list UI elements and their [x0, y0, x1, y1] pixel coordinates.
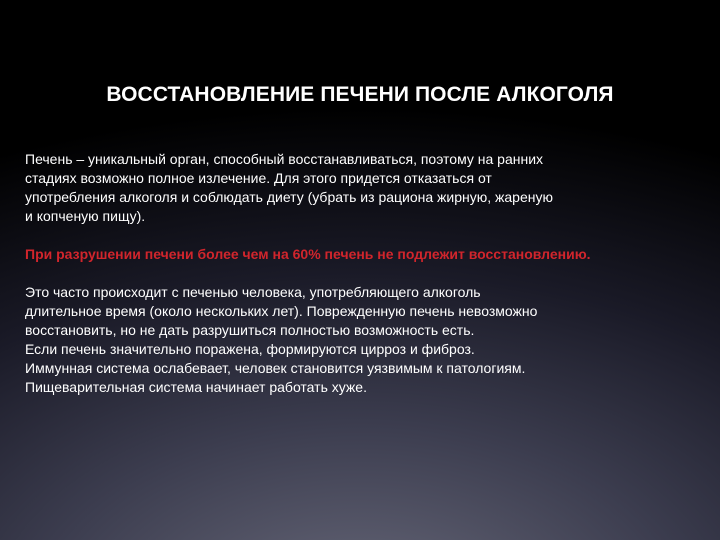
slide-body — [25, 150, 695, 397]
intro-line: Печень – уникальный орган, способный восстанавливаться, поэтому на ранних — [25, 151, 544, 167]
details-line: восстановить, но не дать разрушиться полностью возможность есть. — [25, 322, 475, 338]
intro-line: и копченую пищу). — [25, 208, 146, 224]
slide-title: ВОССТАНОВЛЕНИЕ ПЕЧЕНИ ПОСЛЕ АЛКОГОЛЯ — [106, 83, 614, 106]
details-line: Если печень значительно поражена, формируются цирроз и фиброз. — [25, 341, 475, 357]
details-line: Пищеварительная система начинает работать хуже. — [25, 379, 367, 395]
details-line: Это часто происходит с печенью человека, употребляющего алкоголь — [25, 284, 481, 300]
intro-line: стадиях возможно полное излечение. Для этого придется отказаться от — [25, 170, 492, 186]
paragraph-spacer — [25, 226, 695, 245]
details-line: длительное время (около нескольких лет). Поврежденную печень невозможно — [25, 303, 538, 319]
intro-line: употребления алкоголя и соблюдать диету (убрать из рациона жирную, жареную — [25, 189, 553, 205]
warning-text: При разрушении печени более чем на 60% печень не подлежит восстановлению. — [25, 246, 591, 262]
details-line: Иммунная система ослабевает, человек становится уязвимым к патологиям. — [25, 360, 526, 376]
intro-paragraph — [25, 150, 695, 226]
paragraph-spacer — [25, 264, 695, 283]
details-paragraph — [25, 283, 695, 397]
